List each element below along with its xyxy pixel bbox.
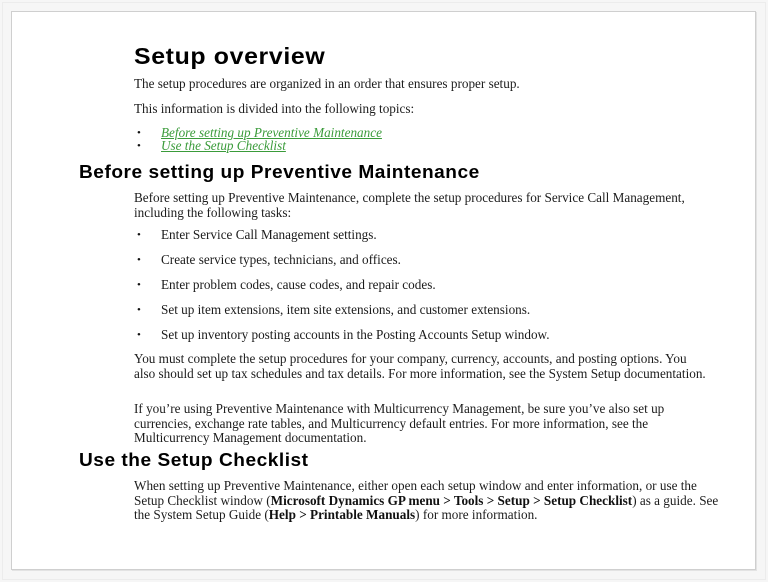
task-text: Set up inventory posting accounts in the Posting Accounts Setup window. (161, 327, 550, 342)
bullet-icon: • (137, 140, 141, 152)
bullet-icon: • (137, 304, 141, 316)
task-text: Set up item extensions, item site extensions, and customer extensions. (161, 302, 531, 317)
intro-paragraph-1: The setup procedures are organized in an order that ensures proper setup. (134, 76, 520, 91)
section-1-paragraph-1: You must complete the setup procedures for your company, currency, accounts, and posting options. You also should set up tax schedules and tax details. For more information, see the System Setup documentation. (134, 351, 706, 381)
task-text: Create service types, technicians, and offices. (161, 252, 401, 267)
bullet-icon: • (137, 279, 141, 291)
section-2-text-1: When setting up Preventive Maintenance, either open each setup window and enter information, or use the Setup Checklist window ( (134, 478, 697, 508)
section-1-paragraph-2: If you’re using Preventive Maintenance with Multicurrency Management, be sure you’ve also set up currencies, exchange rate tables, and Multicurrency default entries. For more information, see the Multicurrency Management documentation. (134, 401, 665, 445)
intro-paragraph-2: This information is divided into the following topics: (134, 101, 415, 116)
link-use-setup-checklist[interactable]: Use the Setup Checklist (161, 138, 286, 153)
task-text: Enter Service Call Management settings. (161, 227, 377, 242)
bullet-icon: • (137, 329, 141, 341)
section-2-text-3: ) for more information. (415, 507, 538, 522)
page-title: Setup overview (134, 43, 326, 69)
section-heading-before-setting-up: Before setting up Preventive Maintenance (79, 162, 480, 182)
section-2-text-2: ) as a guide. See the System Setup Guide ( (134, 492, 719, 522)
bullet-icon: • (137, 254, 141, 266)
menu-path-setup-checklist: Microsoft Dynamics GP menu > Tools > Setup > Setup Checklist (270, 492, 633, 508)
section-2-paragraph (134, 479, 719, 523)
menu-path-printable-manuals: Help > Printable Manuals (268, 507, 416, 522)
bullet-icon: • (137, 229, 141, 241)
bullet-icon: • (137, 127, 141, 139)
link-before-setting-up[interactable]: Before setting up Preventive Maintenance (161, 125, 382, 140)
task-text: Enter problem codes, cause codes, and repair codes. (161, 277, 436, 292)
section-heading-setup-checklist: Use the Setup Checklist (79, 450, 309, 470)
document-page (11, 11, 756, 570)
section-1-lead: Before setting up Preventive Maintenance, complete the setup procedures for Service Call Management, including the following tasks: (134, 190, 685, 220)
